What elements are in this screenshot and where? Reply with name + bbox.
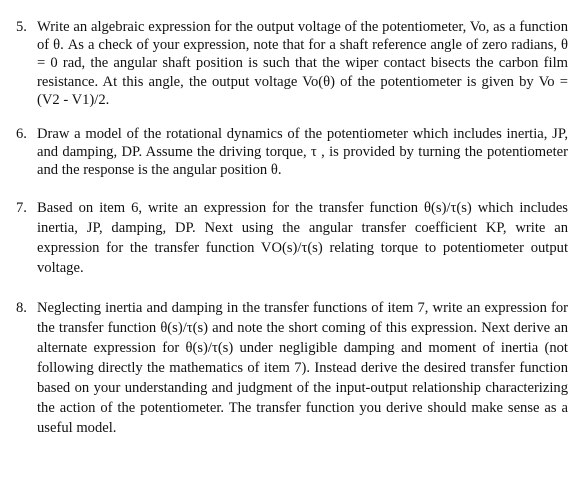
question-item-5	[16, 18, 568, 109]
item-text: Write an algebraic expression for the output voltage of the potentiometer, Vo, as a function of θ. As a check of your expression, note that for a shaft reference angle of zero radians, θ = 0 rad, the angular shaft position is such that the wiper contact bisects the carbon film resistance. At this angle, the output voltage Vo(θ) of the potentiometer is given by Vo = (V2 - V1)/2.	[37, 19, 568, 108]
item-number: 8.	[16, 300, 27, 316]
question-item-8	[16, 298, 568, 438]
item-text: Draw a model of the rotational dynamics of the potentiometer which includes inertia, JP, and damping, DP. Assume the driving torque, τ , is provided by turning the potentiometer and the response is the angular position θ.	[37, 126, 568, 179]
item-text: Based on item 6, write an expression for the transfer function θ(s)/τ(s) which includes inertia, JP, damping, DP. Next using the angular transfer coefficient KP, write an expression for the transfer function VO(s)/τ(s) relating torque to potentiometer output voltage.	[37, 200, 568, 276]
item-number: 6.	[16, 126, 27, 142]
question-item-6	[16, 125, 568, 180]
item-number: 5.	[16, 19, 27, 35]
question-item-7	[16, 198, 568, 278]
item-number: 7.	[16, 200, 27, 216]
item-text: Neglecting inertia and damping in the transfer functions of item 7, write an expression for the transfer function θ(s)/τ(s) and note the short coming of this expression. Next derive an alternate expression for θ(s)/τ(s) under negligible damping and moment of inertia (not following directly the mathematics of item 7). Instead derive the desired transfer function based on your understanding and judgment of the input-output relationship characterizing the action of the potentiometer. The transfer function you derive should make sense as a useful model.	[37, 300, 568, 436]
